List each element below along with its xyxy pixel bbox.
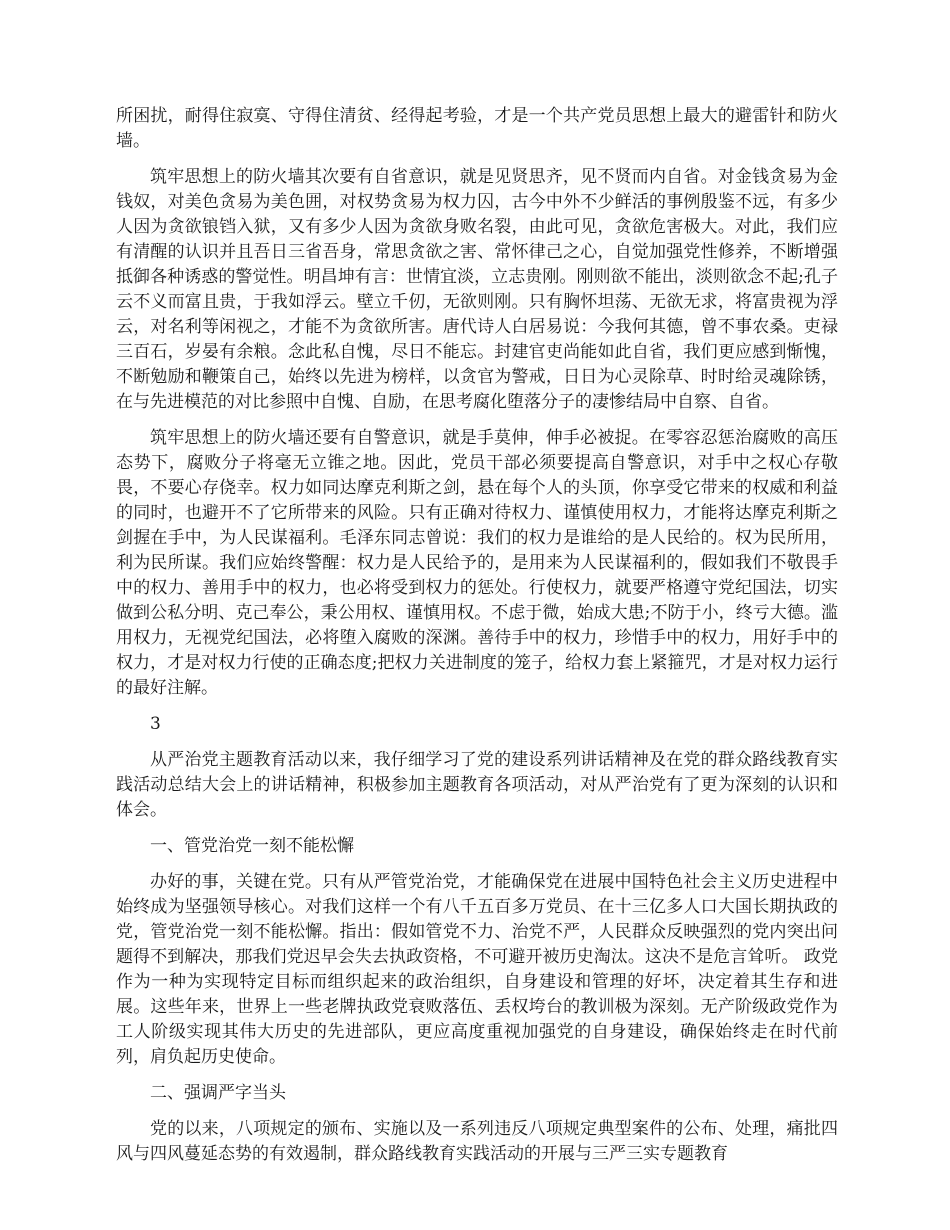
section-heading-1: 一、管党治党一刻不能松懈 bbox=[150, 836, 354, 856]
paragraph-intro: 从严治党主题教育活动以来，我仔细学习了党的建设系列讲话精神及在党的群众路线教育实践活动总结大会上的讲话精神，积极参加主题教育各项活动，对从严治党有了更为深刻的认识和体会。 bbox=[116, 750, 838, 820]
paragraph-heading-1-body: 办好的事，关键在党。只有从严管党治党，才能确保党在进展中国特色社会主义历史进程中始终成为坚强领导核心。对我们这样一个有八千五百多万党员、在十三亿多人口大国长期执政的党，管党治党一刻不能松懈。指出：假如管党不力、治党不严，人民群众反映强烈的党内突出问题得不到解决，那我们党迟早会失去执政资格，不可避开被历史淘汰。这决不是危言耸听。 政党作为一种为实现特定目标而组织起来的政治组织，自身建设和管理的好坏，决定着其生存和进展。这些年来，世界上一些老牌执政党衰败落伍、丢权垮台的教训极为深刻。无产阶级政党作为工人阶级实现其伟大历史的先进部队，更应高度重视加强党的自身建设，确保始终走在时代前列，肩负起历史使命。 bbox=[116, 872, 838, 1067]
document-page bbox=[116, 104, 838, 1178]
paragraph-heading-2-body: 党的以来，八项规定的颁布、实施以及一系列违反八项规定典型案件的公布、处理，痛批四风与四风蔓延态势的有效遏制，群众路线教育实践活动的开展与三严三实专题教育 bbox=[116, 1119, 838, 1164]
section-number: 3 bbox=[150, 714, 161, 734]
paragraph-continuation: 所困扰，耐得住寂寞、守得住清贫、经得起考验，才是一个共产党员思想上最大的避雷针和防火墙。 bbox=[116, 106, 838, 151]
paragraph-self-alert: 筑牢思想上的防火墙还要有自警意识，就是手莫伸，伸手必被捉。在零容忍惩治腐败的高压态势下，腐败分子将毫无立锥之地。因此，党员干部必须要提高自警意识，对手中之权心存敬畏，不要心存侥幸。权力如同达摩克利斯之剑，悬在每个人的头顶，你享受它带来的权威和利益的同时，也避开不了它所带来的风险。只有正确对待权力、谨慎使用权力，才能将达摩克利斯之剑握在手中，为人民谋福利。毛泽东同志曾说：我们的权力是谁给的是人民给的。权为民所用，利为民所谋。我们应始终警醒：权力是人民给予的，是用来为人民谋福利的，假如我们不敬畏手中的权力、善用手中的权力，也必将受到权力的惩处。行使权力，就要严格遵守党纪国法，切实做到公私分明、克己奉公，秉公用权、谨慎用权。不虑于微，始成大患;不防于小，终亏大德。滥用权力，无视党纪国法，必将堕入腐败的深渊。善待手中的权力，珍惜手中的权力，用好手中的权力，才是对权力行使的正确态度;把权力关进制度的笼子，给权力套上紧箍咒，才是对权力运行的最好注解。 bbox=[116, 428, 838, 698]
section-heading-2: 二、强调严字当头 bbox=[150, 1083, 286, 1103]
paragraph-self-reflection: 筑牢思想上的防火墙其次要有自省意识，就是见贤思齐，见不贤而内自省。对金钱贪易为金钱奴，对美色贪易为美色囲，对权势贪易为权力囚，古今中外不少鲜活的事例殷鉴不远，有多少人因为贪欲锒铛入狱，又有多少人因为贪欲身败名裂，由此可见，贪欲危害极大。对此，我们应有清醒的认识并且吾日三省吾身，常思贪欲之害、常怀律己之心，自觉加强党性修养，不断增强抵御各种诱惑的警觉性。明昌坤有言：世情宜淡，立志贵刚。刚则欲不能出，淡则欲念不起;孔子云不义而富且贵，于我如浮云。壁立千仞，无欲则刚。只有胸怀坦荡、无欲无求，将富贵视为浮云，对名利等闲视之，才能不为贪欲所害。唐代诗人白居易说：今我何其德，曾不事农桑。吏禄三百石，岁晏有余粮。念此私自愧，尽日不能忘。封建官吏尚能如此自省，我们更应感到惭愧，不断勉励和鞭策自己，始终以先进为榜样，以贪官为警戒，日日为心灵除草、时时给灵魂除锈，在与先进模范的对比参照中自愧、自励，在思考腐化堕落分子的凄惨结局中自察、自省。 bbox=[116, 167, 838, 412]
